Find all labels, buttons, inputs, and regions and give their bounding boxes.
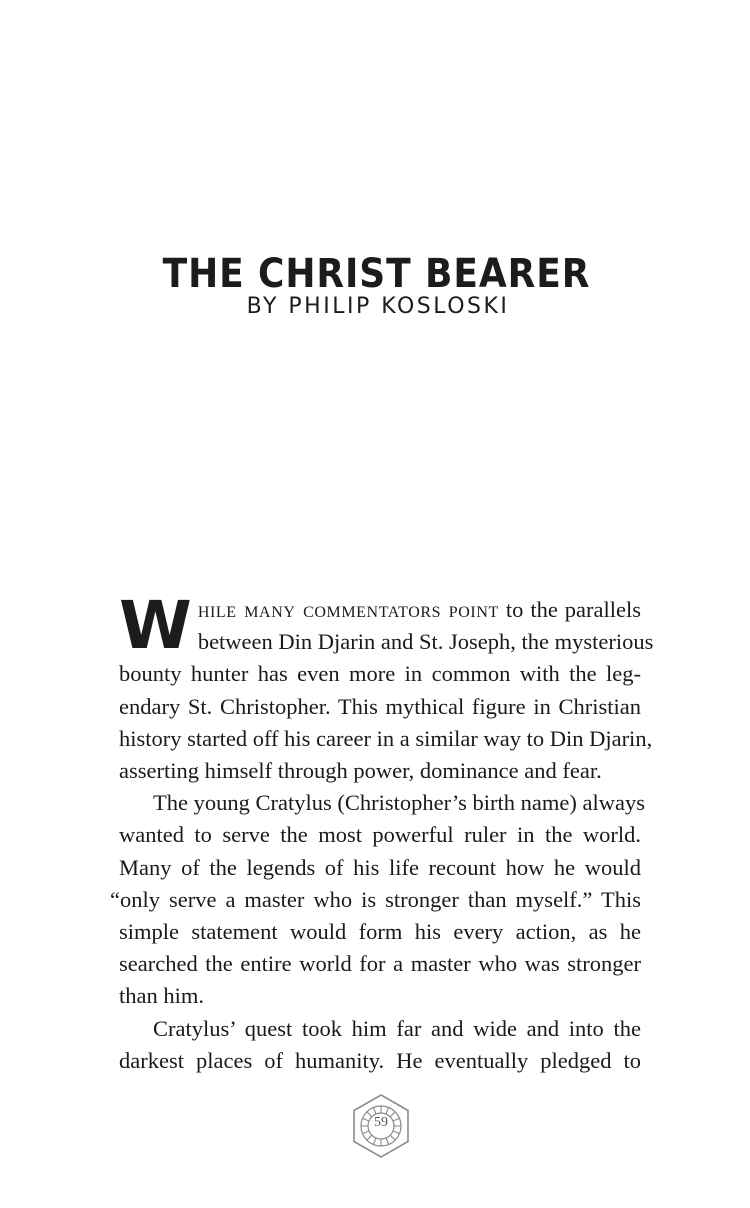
page-number: 59 <box>374 1115 388 1130</box>
opening-small-caps: hile many commentators point <box>197 597 499 622</box>
text-line: history started off his career in a similar way to Din Djarin, <box>119 725 653 751</box>
text-line: asserting himself through power, dominance and fear. <box>119 758 602 784</box>
drop-cap: W <box>119 587 192 664</box>
author-byline: BY PHILIP KOSLOSKI <box>246 294 510 319</box>
paragraph-3 <box>119 1013 641 1077</box>
chapter-title: THE CHRIST BEARER <box>162 251 591 297</box>
article-body <box>110 587 654 1077</box>
text-line: Many of the legends of his life recount how he would <box>119 854 641 880</box>
text-line: endary St. Christopher. This mythical figure in Christian <box>119 693 641 719</box>
text-line: simple statement would form his every action, as he <box>119 919 641 945</box>
paragraph-1 <box>119 587 654 787</box>
text-line: searched the entire world for a master who was stronger <box>119 951 641 977</box>
text-line <box>119 594 641 626</box>
text-line: The young Cratylus (Christopher’s birth name) always <box>153 790 645 816</box>
text-line: wanted to serve the most powerful ruler in the world. <box>119 822 641 848</box>
page-folio <box>348 1093 414 1159</box>
text-line: Cratylus’ quest took him far and wide and into the <box>153 1015 641 1041</box>
line-text: to the parallels <box>505 597 642 622</box>
chapter-header <box>0 248 750 320</box>
paragraph-2 <box>110 787 645 1012</box>
text-line: bounty hunter has even more in common with the leg- <box>119 661 641 687</box>
text-line: between Din Djarin and St. Joseph, the mysterious <box>197 629 654 655</box>
text-line: than him. <box>119 983 204 1009</box>
text-line: “only serve a master who is stronger than myself.” This <box>110 886 641 912</box>
text-line: darkest places of humanity. He eventually pledged to <box>119 1047 641 1073</box>
